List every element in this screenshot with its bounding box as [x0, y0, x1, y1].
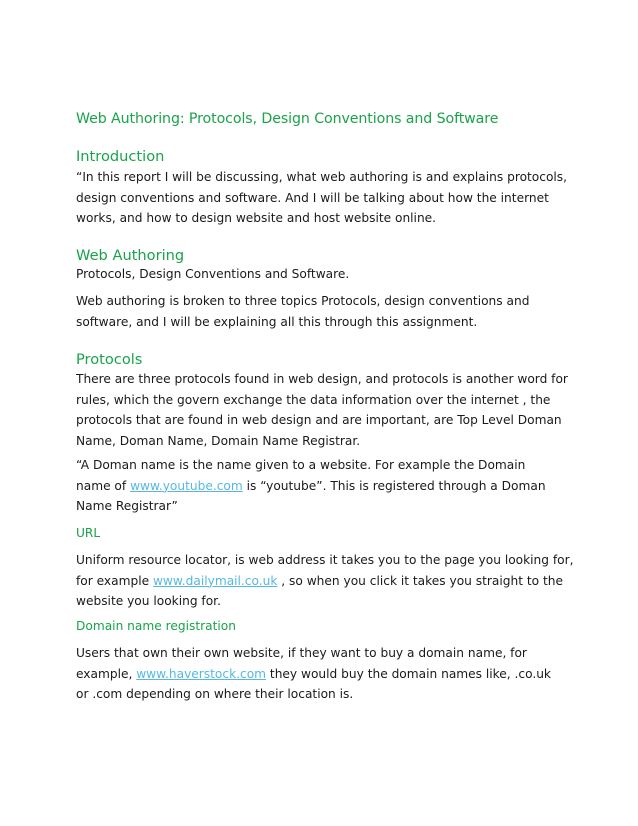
- protocols-line: Name, Doman Name, Domain Name Registrar.: [76, 433, 361, 448]
- url-heading: URL: [76, 526, 101, 540]
- web-authoring-heading: Web Authoring: [76, 247, 185, 264]
- protocols-heading: Protocols: [76, 351, 143, 368]
- protocols-line: rules, which the govern exchange the data information over the internet , the: [76, 392, 551, 407]
- domain-registration-line: [76, 664, 556, 685]
- protocols-line: There are three protocols found in web design, and protocols is another word for: [76, 372, 568, 386]
- introduction-heading: Introduction: [76, 148, 165, 165]
- domain-registration-paragraph: [76, 643, 556, 705]
- domain-registration-line: or .com depending on where their location is.: [76, 687, 354, 701]
- web-authoring-subtitle: [76, 264, 556, 285]
- domain-registration-text: example,: [76, 666, 137, 681]
- introduction-line: design conventions and software. And I will be talking about how the internet: [76, 190, 549, 205]
- document-title: Web Authoring: Protocols, Design Conventions and Software: [76, 111, 499, 127]
- domain-registration-line: Users that own their own website, if they want to buy a domain name, for: [76, 646, 527, 660]
- youtube-link[interactable]: www.youtube.com: [130, 478, 243, 493]
- web-authoring-subtitle-text: Protocols, Design Conventions and Software.: [76, 267, 350, 281]
- domain-quote-line: [76, 476, 556, 497]
- domain-registration-text: they would buy the domain names like, .co.uk: [266, 666, 551, 681]
- url-line: website you looking for.: [76, 594, 221, 608]
- protocols-line: protocols that are found in web design and are important, are Top Level Doman: [76, 413, 562, 427]
- introduction-line: works, and how to design website and host website online.: [76, 211, 437, 225]
- url-paragraph: [76, 550, 574, 612]
- web-authoring-paragraph: [76, 291, 556, 332]
- domain-quote-line: “A Doman name is the name given to a website. For example the Domain: [76, 458, 526, 472]
- domain-quote-text: is “youtube”. This is registered through a Doman: [242, 478, 546, 493]
- protocols-paragraph: [76, 369, 568, 451]
- web-authoring-line: software, and I will be explaining all this through this assignment.: [76, 314, 478, 329]
- url-text: , so when you click it takes you straight to the: [277, 573, 563, 588]
- introduction-paragraph: [76, 167, 568, 229]
- url-line: Uniform resource locator, is web address it takes you to the page you looking for,: [76, 553, 574, 567]
- domain-registration-heading: Domain name registration: [76, 619, 236, 633]
- introduction-line: “In this report I will be discussing, what web authoring is and explains protocols,: [76, 170, 568, 184]
- haverstock-link[interactable]: www.haverstock.com: [136, 666, 267, 681]
- domain-quote-text: name of: [76, 478, 131, 493]
- web-authoring-line: Web authoring is broken to three topics Protocols, design conventions and: [76, 294, 530, 308]
- url-text: for example: [76, 573, 153, 588]
- dailymail-link[interactable]: www.dailymail.co.uk: [152, 573, 278, 588]
- url-line: [76, 571, 563, 592]
- domain-quote-line: Name Registrar”: [76, 499, 178, 513]
- domain-quote-paragraph: [76, 455, 556, 517]
